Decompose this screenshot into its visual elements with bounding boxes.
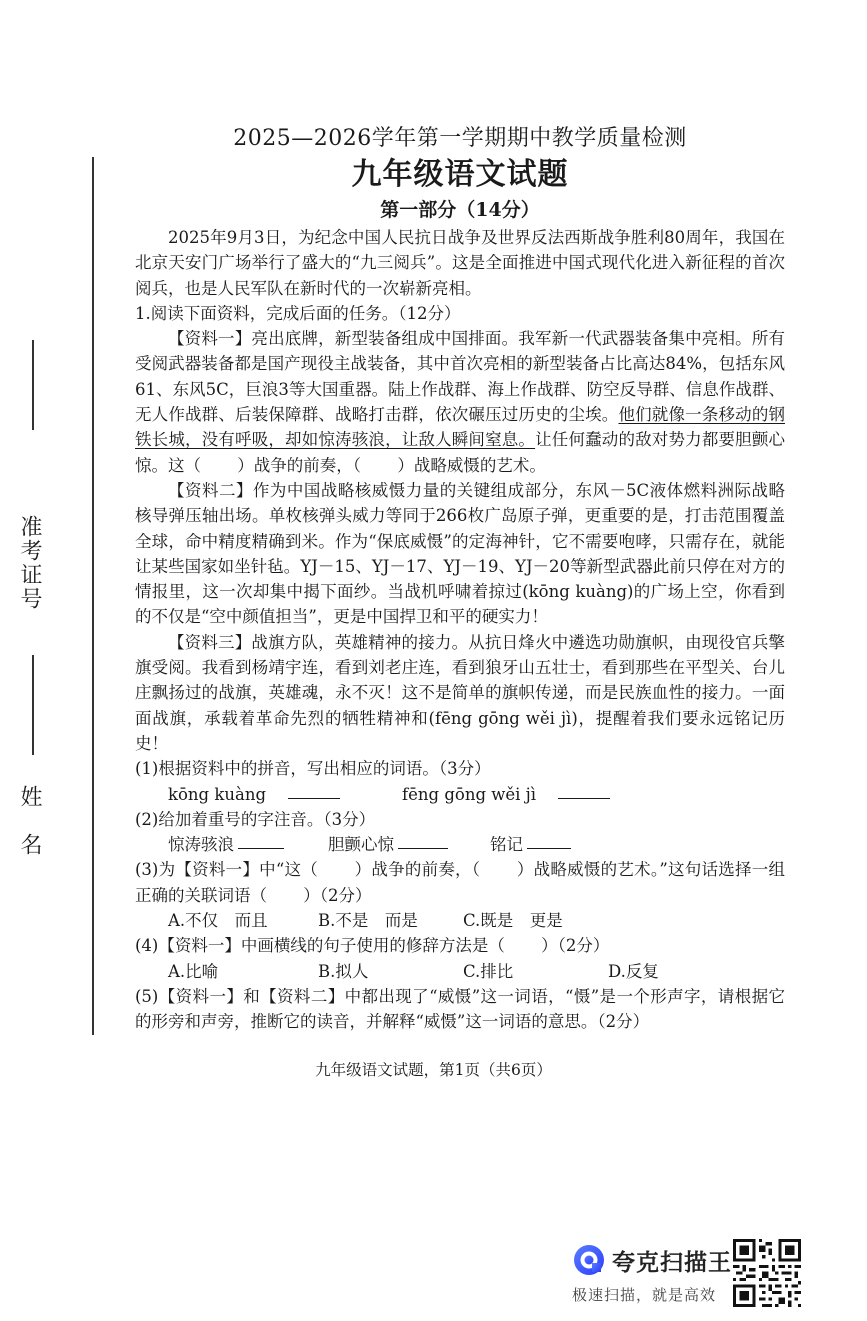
- sub-question-5-stem: (5)【资料一】和【资料二】中都出现了“威慑”这一词语，“慑”是一个形声字，请根据它的形旁和声旁，推断它的读音，并解释“威慑”这一词语的意思。（2分）: [135, 986, 785, 1032]
- part-title: 第一部分（14分）: [380, 199, 540, 221]
- word-1: 惊涛骇浪: [168, 835, 234, 855]
- material-1-text: 【资料一】亮出底牌，新型装备组成中国排面。我军新一代武器装备集中亮相。所有受阅武器装备都是国产现役主战装备，其中首次亮相的新型装备占比高达84%，包括东风61、东风5C，巨浪3等大国重器。陆上作战群、海上作战群、防空反导群、信息作战群、无人作战群、后装保障群、战略打击群，依次碾压过历史的尘埃。: [135, 329, 785, 425]
- answer-blank-3[interactable]: [238, 832, 284, 849]
- exam-id-label: 准考证号: [17, 515, 42, 611]
- brand-slogan: 极速扫描，就是高效: [572, 1286, 717, 1304]
- name-label: 姓 名: [17, 785, 42, 857]
- option-c: C.既是 更是: [463, 911, 563, 931]
- question-1-stem: 1.阅读下面资料，完成后面的任务。（12分）: [135, 303, 461, 323]
- material-1-text-d: ）战略威慑的艺术。: [397, 455, 546, 475]
- material-2: 【资料二】作为中国战略核威慑力量的关键组成部分，东风－5C液体燃料洲际战略核导弹压轴出场。单枚核弹头威力等同于266枚广岛原子弹，更重要的是，打击范围覆盖全球，命中精度精确到米。作为“保底威慑”的定海神针，它不需要咆哮，只需存在，就能让某些国家如坐针毡。YJ－15、YJ－17、YJ－19、YJ－20等新型武器此前只停在对方的情报里，这一次却集中揭下面纱。当战机呼啸着掠过(kōng kuàng)的广场上空，你看到的不仅是“空中颜值担当”，更是中国捍卫和平的硬实力！: [135, 480, 785, 627]
- page-footer: 九年级语文试题，第1页（共6页）: [315, 1061, 552, 1079]
- scanner-watermark: [572, 1243, 732, 1277]
- word-3: 铭记: [490, 835, 523, 855]
- option-a: A.比喻: [168, 961, 219, 981]
- sub-question-3-stem: (3)为【资料一】中“这（ ）战争的前奏，（ ）战略威慑的艺术。”这句话选择一组正确的关联词语（ ）（2分）: [135, 860, 786, 905]
- option-d: D.反复: [608, 961, 659, 981]
- option-c: C.排比: [463, 961, 514, 981]
- qr-code-icon: [733, 1239, 801, 1307]
- material-3: 【资料三】战旗方队，英雄精神的接力。从抗日烽火中遴选功勋旗帜，由现役官兵擎旗受阅。我看到杨靖宇连，看到刘老庄连，看到狼牙山五壮士，看到那些在平型关、台儿庄飘扬过的战旗，英雄魂，永不灭！这不是简单的旗帜传递，而是民族血性的接力。一面面战旗，承载着革命先烈的牺牲精神和(fēng gōng wěi jì)，提醒着我们要永远铭记历史！: [135, 632, 785, 753]
- intro-paragraph: 2025年9月3日，为纪念中国人民抗日战争及世界反法西斯战争胜利80周年，我国在北京天安门广场举行了盛大的“九三阅兵”。这是全面推进中国式现代化进入新征程的首次阅兵，也是人民军队在新时代的一次崭新亮相。: [135, 228, 785, 298]
- sub-question-2-stem: (2)给加着重号的字注音。（3分）: [135, 809, 376, 829]
- name-fill-line: [32, 655, 34, 755]
- option-a: A.不仅 而且: [168, 911, 268, 931]
- answer-blank-5[interactable]: [527, 832, 571, 849]
- exam-page: [135, 125, 785, 1035]
- exam-title: 2025—2026学年第一学期期中教学质量检测: [233, 126, 687, 151]
- sub-question-1-stem: (1)根据资料中的拼音，写出相应的词语。（3分）: [135, 759, 491, 779]
- answer-blank-2[interactable]: [558, 782, 610, 799]
- option-b: B.拟人: [318, 961, 369, 981]
- answer-blank-1[interactable]: [288, 782, 340, 799]
- sub-question-2-answers: [135, 832, 785, 857]
- material-1-underlined-sentence: 他们就像一条移动的钢铁长城，没有呼吸，却如惊涛骇浪，让敌人瞬间窒息。: [135, 405, 786, 450]
- material-1-text-b: 让任何蠢动的敌对势力都要胆颤心惊。这（: [135, 430, 786, 475]
- answer-blank-4[interactable]: [398, 832, 448, 849]
- pinyin-1: kōng kuàng: [168, 784, 267, 804]
- sub-question-4-options: [135, 959, 785, 984]
- exam-id-fill-line: [32, 340, 34, 430]
- material-1: [135, 326, 785, 478]
- sub-question-1-answers: [135, 782, 785, 807]
- brand-name: 夸克扫描王: [612, 1249, 732, 1276]
- option-b: B.不是 而是: [318, 911, 418, 931]
- pinyin-2: fēng gōng wěi jì: [402, 784, 537, 804]
- material-1-text-c: ）战争的前奏，（: [237, 455, 362, 475]
- quark-logo-icon: [572, 1243, 606, 1277]
- word-2: 胆颤心惊: [328, 835, 394, 855]
- subject-title: 九年级语文试题: [351, 157, 569, 192]
- binding-margin-rule: [92, 157, 94, 1035]
- sub-question-4-stem: (4)【资料一】中画横线的句子使用的修辞方法是（ ）（2分）: [135, 936, 610, 956]
- sub-question-3-options: [135, 908, 785, 933]
